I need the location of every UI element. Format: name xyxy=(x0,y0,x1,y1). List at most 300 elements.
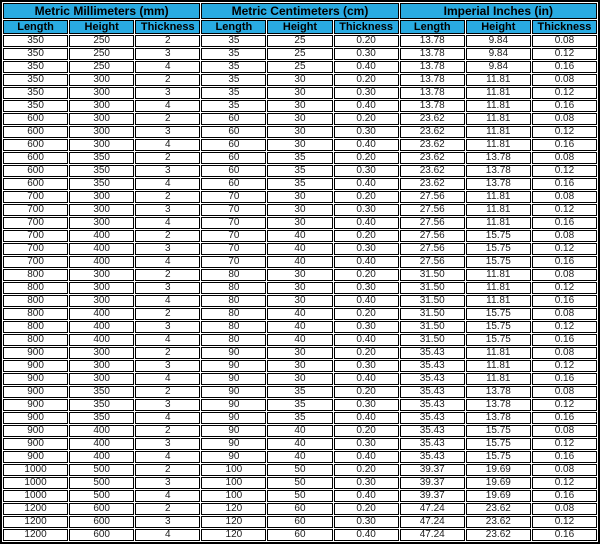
table-cell: 120 xyxy=(201,529,266,541)
table-cell: 0.16 xyxy=(532,178,597,190)
table-cell: 35.43 xyxy=(400,451,465,463)
table-cell: 0.12 xyxy=(532,204,597,216)
table-cell: 35.43 xyxy=(400,438,465,450)
table-cell: 35 xyxy=(201,87,266,99)
table-cell: 400 xyxy=(69,308,134,320)
table-row xyxy=(3,425,597,437)
table-cell: 700 xyxy=(3,256,68,268)
table-cell: 90 xyxy=(201,347,266,359)
table-cell: 13.78 xyxy=(400,35,465,47)
table-cell: 400 xyxy=(69,425,134,437)
table-cell: 39.37 xyxy=(400,464,465,476)
table-cell: 0.08 xyxy=(532,503,597,515)
table-cell: 350 xyxy=(69,165,134,177)
table-cell: 39.37 xyxy=(400,490,465,502)
table-cell: 0.40 xyxy=(334,295,399,307)
table-cell: 23.62 xyxy=(466,529,531,541)
table-cell: 100 xyxy=(201,490,266,502)
table-cell: 80 xyxy=(201,295,266,307)
column-header-row xyxy=(3,20,597,34)
table-cell: 0.30 xyxy=(334,48,399,60)
table-cell: 900 xyxy=(3,451,68,463)
table-cell: 0.30 xyxy=(334,165,399,177)
table-row xyxy=(3,490,597,502)
table-cell: 0.20 xyxy=(334,74,399,86)
table-cell: 0.12 xyxy=(532,243,597,255)
table-cell: 2 xyxy=(135,230,200,242)
table-cell: 40 xyxy=(267,334,332,346)
table-cell: 0.16 xyxy=(532,295,597,307)
table-cell: 0.08 xyxy=(532,74,597,86)
table-cell: 250 xyxy=(69,61,134,73)
table-cell: 400 xyxy=(69,243,134,255)
table-cell: 900 xyxy=(3,438,68,450)
table-cell: 300 xyxy=(69,74,134,86)
table-cell: 13.78 xyxy=(466,152,531,164)
table-cell: 30 xyxy=(267,113,332,125)
table-cell: 4 xyxy=(135,451,200,463)
table-cell: 3 xyxy=(135,282,200,294)
table-cell: 2 xyxy=(135,425,200,437)
table-body xyxy=(3,35,597,541)
table-cell: 0.08 xyxy=(532,152,597,164)
table-cell: 35 xyxy=(201,61,266,73)
table-cell: 27.56 xyxy=(400,243,465,255)
table-cell: 350 xyxy=(3,35,68,47)
group-header-metric-cm: Metric Centimeters (cm) xyxy=(201,3,398,19)
table-cell: 900 xyxy=(3,347,68,359)
table-cell: 0.12 xyxy=(532,48,597,60)
table-cell: 600 xyxy=(3,152,68,164)
table-cell: 0.40 xyxy=(334,451,399,463)
column-header-in-height: Height xyxy=(466,20,531,34)
table-cell: 35 xyxy=(267,178,332,190)
table-cell: 27.56 xyxy=(400,256,465,268)
table-cell: 350 xyxy=(69,386,134,398)
table-cell: 31.50 xyxy=(400,321,465,333)
table-cell: 0.40 xyxy=(334,139,399,151)
table-cell: 40 xyxy=(267,425,332,437)
table-cell: 2 xyxy=(135,74,200,86)
table-cell: 4 xyxy=(135,178,200,190)
column-header-mm-length: Length xyxy=(3,20,68,34)
table-cell: 35 xyxy=(201,48,266,60)
table-cell: 300 xyxy=(69,100,134,112)
table-cell: 3 xyxy=(135,126,200,138)
table-cell: 1200 xyxy=(3,529,68,541)
table-cell: 90 xyxy=(201,451,266,463)
table-row xyxy=(3,438,597,450)
table-cell: 0.20 xyxy=(334,386,399,398)
table-cell: 0.40 xyxy=(334,100,399,112)
table-cell: 0.40 xyxy=(334,490,399,502)
table-cell: 300 xyxy=(69,113,134,125)
table-cell: 600 xyxy=(3,178,68,190)
table-cell: 0.08 xyxy=(532,35,597,47)
table-cell: 35.43 xyxy=(400,360,465,372)
table-cell: 50 xyxy=(267,490,332,502)
table-cell: 60 xyxy=(201,139,266,151)
table-cell: 2 xyxy=(135,35,200,47)
table-cell: 35.43 xyxy=(400,399,465,411)
table-row xyxy=(3,321,597,333)
table-cell: 60 xyxy=(267,529,332,541)
table-cell: 4 xyxy=(135,412,200,424)
table-cell: 35 xyxy=(201,35,266,47)
table-row xyxy=(3,308,597,320)
table-row xyxy=(3,87,597,99)
table-cell: 15.75 xyxy=(466,256,531,268)
table-row xyxy=(3,386,597,398)
table-cell: 30 xyxy=(267,74,332,86)
table-row xyxy=(3,113,597,125)
table-cell: 13.78 xyxy=(400,74,465,86)
table-cell: 30 xyxy=(267,191,332,203)
table-cell: 3 xyxy=(135,399,200,411)
table-cell: 11.81 xyxy=(466,126,531,138)
table-cell: 0.30 xyxy=(334,126,399,138)
table-cell: 800 xyxy=(3,308,68,320)
table-cell: 47.24 xyxy=(400,503,465,515)
table-row xyxy=(3,477,597,489)
table-cell: 90 xyxy=(201,373,266,385)
table-row xyxy=(3,373,597,385)
table-cell: 800 xyxy=(3,282,68,294)
table-cell: 0.16 xyxy=(532,412,597,424)
table-cell: 0.40 xyxy=(334,412,399,424)
table-row xyxy=(3,399,597,411)
table-cell: 35 xyxy=(201,100,266,112)
table-cell: 4 xyxy=(135,139,200,151)
table-cell: 80 xyxy=(201,282,266,294)
table-cell: 0.08 xyxy=(532,464,597,476)
table-cell: 11.81 xyxy=(466,191,531,203)
table-cell: 31.50 xyxy=(400,282,465,294)
table-cell: 13.78 xyxy=(466,412,531,424)
table-cell: 0.40 xyxy=(334,256,399,268)
table-cell: 19.69 xyxy=(466,477,531,489)
column-header-in-thickness: Thickness xyxy=(532,20,597,34)
table-row xyxy=(3,74,597,86)
table-row xyxy=(3,243,597,255)
table-cell: 4 xyxy=(135,529,200,541)
table-cell: 19.69 xyxy=(466,464,531,476)
table-cell: 11.81 xyxy=(466,217,531,229)
table-cell: 0.30 xyxy=(334,282,399,294)
table-cell: 9.84 xyxy=(466,61,531,73)
table-cell: 13.78 xyxy=(466,386,531,398)
table-cell: 250 xyxy=(69,35,134,47)
table-cell: 0.16 xyxy=(532,529,597,541)
table-cell: 4 xyxy=(135,334,200,346)
table-cell: 700 xyxy=(3,204,68,216)
table-cell: 23.62 xyxy=(466,516,531,528)
table-row xyxy=(3,464,597,476)
table-cell: 2 xyxy=(135,113,200,125)
table-cell: 400 xyxy=(69,451,134,463)
table-cell: 350 xyxy=(69,399,134,411)
table-cell: 0.40 xyxy=(334,334,399,346)
table-cell: 39.37 xyxy=(400,477,465,489)
table-header xyxy=(3,3,597,34)
table-cell: 30 xyxy=(267,347,332,359)
table-cell: 90 xyxy=(201,425,266,437)
table-cell: 3 xyxy=(135,48,200,60)
table-cell: 60 xyxy=(201,113,266,125)
table-cell: 0.16 xyxy=(532,256,597,268)
table-cell: 0.30 xyxy=(334,360,399,372)
table-cell: 0.20 xyxy=(334,35,399,47)
table-cell: 400 xyxy=(69,256,134,268)
table-cell: 3 xyxy=(135,360,200,372)
table-cell: 15.75 xyxy=(466,438,531,450)
table-cell: 4 xyxy=(135,490,200,502)
table-cell: 35 xyxy=(267,386,332,398)
table-cell: 350 xyxy=(69,152,134,164)
table-cell: 900 xyxy=(3,360,68,372)
table-cell: 0.20 xyxy=(334,347,399,359)
table-cell: 0.12 xyxy=(532,516,597,528)
table-cell: 800 xyxy=(3,269,68,281)
table-cell: 2 xyxy=(135,152,200,164)
table-cell: 350 xyxy=(3,74,68,86)
table-cell: 2 xyxy=(135,308,200,320)
table-cell: 23.62 xyxy=(400,165,465,177)
table-row xyxy=(3,217,597,229)
table-cell: 2 xyxy=(135,347,200,359)
table-cell: 13.78 xyxy=(400,61,465,73)
table-cell: 11.81 xyxy=(466,74,531,86)
table-cell: 15.75 xyxy=(466,321,531,333)
table-cell: 35.43 xyxy=(400,425,465,437)
table-cell: 23.62 xyxy=(400,113,465,125)
table-cell: 900 xyxy=(3,412,68,424)
table-cell: 700 xyxy=(3,191,68,203)
table-cell: 3 xyxy=(135,243,200,255)
table-cell: 500 xyxy=(69,477,134,489)
table-row xyxy=(3,165,597,177)
table-cell: 300 xyxy=(69,217,134,229)
table-cell: 3 xyxy=(135,477,200,489)
table-cell: 31.50 xyxy=(400,295,465,307)
table-row xyxy=(3,204,597,216)
table-cell: 300 xyxy=(69,347,134,359)
table-cell: 0.20 xyxy=(334,464,399,476)
table-cell: 0.12 xyxy=(532,477,597,489)
table-cell: 0.20 xyxy=(334,425,399,437)
table-cell: 35.43 xyxy=(400,386,465,398)
table-cell: 13.78 xyxy=(466,178,531,190)
table-row xyxy=(3,295,597,307)
table-cell: 1000 xyxy=(3,490,68,502)
table-cell: 600 xyxy=(69,516,134,528)
table-cell: 0.16 xyxy=(532,61,597,73)
column-header-cm-length: Length xyxy=(201,20,266,34)
table-row xyxy=(3,412,597,424)
table-cell: 35.43 xyxy=(400,412,465,424)
table-cell: 3 xyxy=(135,87,200,99)
table-cell: 800 xyxy=(3,334,68,346)
table-cell: 3 xyxy=(135,321,200,333)
table-row xyxy=(3,269,597,281)
table-cell: 0.16 xyxy=(532,373,597,385)
table-cell: 70 xyxy=(201,191,266,203)
table-cell: 50 xyxy=(267,477,332,489)
table-cell: 11.81 xyxy=(466,282,531,294)
table-cell: 30 xyxy=(267,295,332,307)
table-cell: 0.30 xyxy=(334,321,399,333)
table-cell: 4 xyxy=(135,217,200,229)
table-row xyxy=(3,334,597,346)
table-cell: 0.30 xyxy=(334,399,399,411)
table-cell: 11.81 xyxy=(466,373,531,385)
table-row xyxy=(3,360,597,372)
table-cell: 0.08 xyxy=(532,386,597,398)
table-cell: 400 xyxy=(69,321,134,333)
table-cell: 0.20 xyxy=(334,269,399,281)
table-cell: 11.81 xyxy=(466,295,531,307)
table-cell: 0.20 xyxy=(334,113,399,125)
table-cell: 4 xyxy=(135,373,200,385)
group-header-row xyxy=(3,3,597,19)
table-cell: 0.30 xyxy=(334,243,399,255)
table-cell: 1000 xyxy=(3,464,68,476)
table-cell: 47.24 xyxy=(400,516,465,528)
table-cell: 0.40 xyxy=(334,373,399,385)
table-cell: 27.56 xyxy=(400,204,465,216)
table-cell: 100 xyxy=(201,464,266,476)
table-cell: 40 xyxy=(267,308,332,320)
table-cell: 4 xyxy=(135,61,200,73)
table-cell: 300 xyxy=(69,191,134,203)
table-cell: 300 xyxy=(69,360,134,372)
table-cell: 25 xyxy=(267,48,332,60)
table-cell: 11.81 xyxy=(466,360,531,372)
table-cell: 35 xyxy=(201,74,266,86)
table-row xyxy=(3,100,597,112)
table-cell: 2 xyxy=(135,386,200,398)
table-cell: 300 xyxy=(69,373,134,385)
table-cell: 400 xyxy=(69,334,134,346)
table-cell: 90 xyxy=(201,386,266,398)
table-cell: 350 xyxy=(3,87,68,99)
table-cell: 4 xyxy=(135,295,200,307)
table-cell: 0.08 xyxy=(532,347,597,359)
table-cell: 600 xyxy=(3,165,68,177)
table-cell: 35.43 xyxy=(400,347,465,359)
table-row xyxy=(3,152,597,164)
table-cell: 25 xyxy=(267,61,332,73)
table-row xyxy=(3,516,597,528)
table-cell: 0.30 xyxy=(334,87,399,99)
table-cell: 600 xyxy=(3,113,68,125)
table-cell: 350 xyxy=(3,48,68,60)
table-row xyxy=(3,35,597,47)
table-cell: 0.12 xyxy=(532,438,597,450)
table-cell: 600 xyxy=(3,126,68,138)
table-cell: 4 xyxy=(135,100,200,112)
table-cell: 0.12 xyxy=(532,360,597,372)
table-cell: 0.20 xyxy=(334,152,399,164)
table-cell: 31.50 xyxy=(400,269,465,281)
table-cell: 35 xyxy=(267,165,332,177)
column-header-mm-thickness: Thickness xyxy=(135,20,200,34)
table-cell: 350 xyxy=(69,178,134,190)
table-cell: 11.81 xyxy=(466,139,531,151)
table-row xyxy=(3,139,597,151)
table-cell: 35 xyxy=(267,152,332,164)
table-cell: 3 xyxy=(135,165,200,177)
table-cell: 0.40 xyxy=(334,61,399,73)
table-cell: 11.81 xyxy=(466,347,531,359)
table-cell: 80 xyxy=(201,308,266,320)
table-cell: 90 xyxy=(201,399,266,411)
table-cell: 15.75 xyxy=(466,243,531,255)
table-cell: 40 xyxy=(267,451,332,463)
table-cell: 15.75 xyxy=(466,308,531,320)
table-cell: 25 xyxy=(267,35,332,47)
table-row xyxy=(3,61,597,73)
table-cell: 120 xyxy=(201,516,266,528)
table-cell: 500 xyxy=(69,490,134,502)
table-cell: 350 xyxy=(3,61,68,73)
table-cell: 600 xyxy=(3,139,68,151)
table-cell: 3 xyxy=(135,204,200,216)
column-header-mm-height: Height xyxy=(69,20,134,34)
table-cell: 60 xyxy=(267,503,332,515)
table-cell: 15.75 xyxy=(466,425,531,437)
table-cell: 0.08 xyxy=(532,230,597,242)
table-cell: 0.20 xyxy=(334,308,399,320)
table-cell: 0.30 xyxy=(334,438,399,450)
table-cell: 31.50 xyxy=(400,334,465,346)
table-cell: 60 xyxy=(267,516,332,528)
table-cell: 27.56 xyxy=(400,191,465,203)
table-cell: 40 xyxy=(267,256,332,268)
table-cell: 23.62 xyxy=(400,126,465,138)
table-cell: 30 xyxy=(267,204,332,216)
table-cell: 0.40 xyxy=(334,178,399,190)
table-cell: 700 xyxy=(3,217,68,229)
group-header-metric-mm: Metric Millimeters (mm) xyxy=(3,3,200,19)
table-cell: 800 xyxy=(3,295,68,307)
table-cell: 27.56 xyxy=(400,217,465,229)
table-row xyxy=(3,48,597,60)
table-cell: 23.62 xyxy=(400,139,465,151)
table-cell: 13.78 xyxy=(400,100,465,112)
table-cell: 40 xyxy=(267,321,332,333)
table-cell: 13.78 xyxy=(466,399,531,411)
table-row xyxy=(3,503,597,515)
table-cell: 11.81 xyxy=(466,100,531,112)
table-cell: 23.62 xyxy=(400,152,465,164)
table-cell: 19.69 xyxy=(466,490,531,502)
table-cell: 13.78 xyxy=(400,87,465,99)
table-cell: 0.30 xyxy=(334,204,399,216)
table-cell: 11.81 xyxy=(466,113,531,125)
table-cell: 700 xyxy=(3,230,68,242)
table-cell: 60 xyxy=(201,165,266,177)
table-cell: 70 xyxy=(201,243,266,255)
table-cell: 3 xyxy=(135,516,200,528)
table-cell: 90 xyxy=(201,360,266,372)
table-cell: 70 xyxy=(201,256,266,268)
table-cell: 600 xyxy=(69,529,134,541)
table-cell: 23.62 xyxy=(466,503,531,515)
table-cell: 30 xyxy=(267,269,332,281)
table-cell: 300 xyxy=(69,139,134,151)
table-cell: 27.56 xyxy=(400,230,465,242)
